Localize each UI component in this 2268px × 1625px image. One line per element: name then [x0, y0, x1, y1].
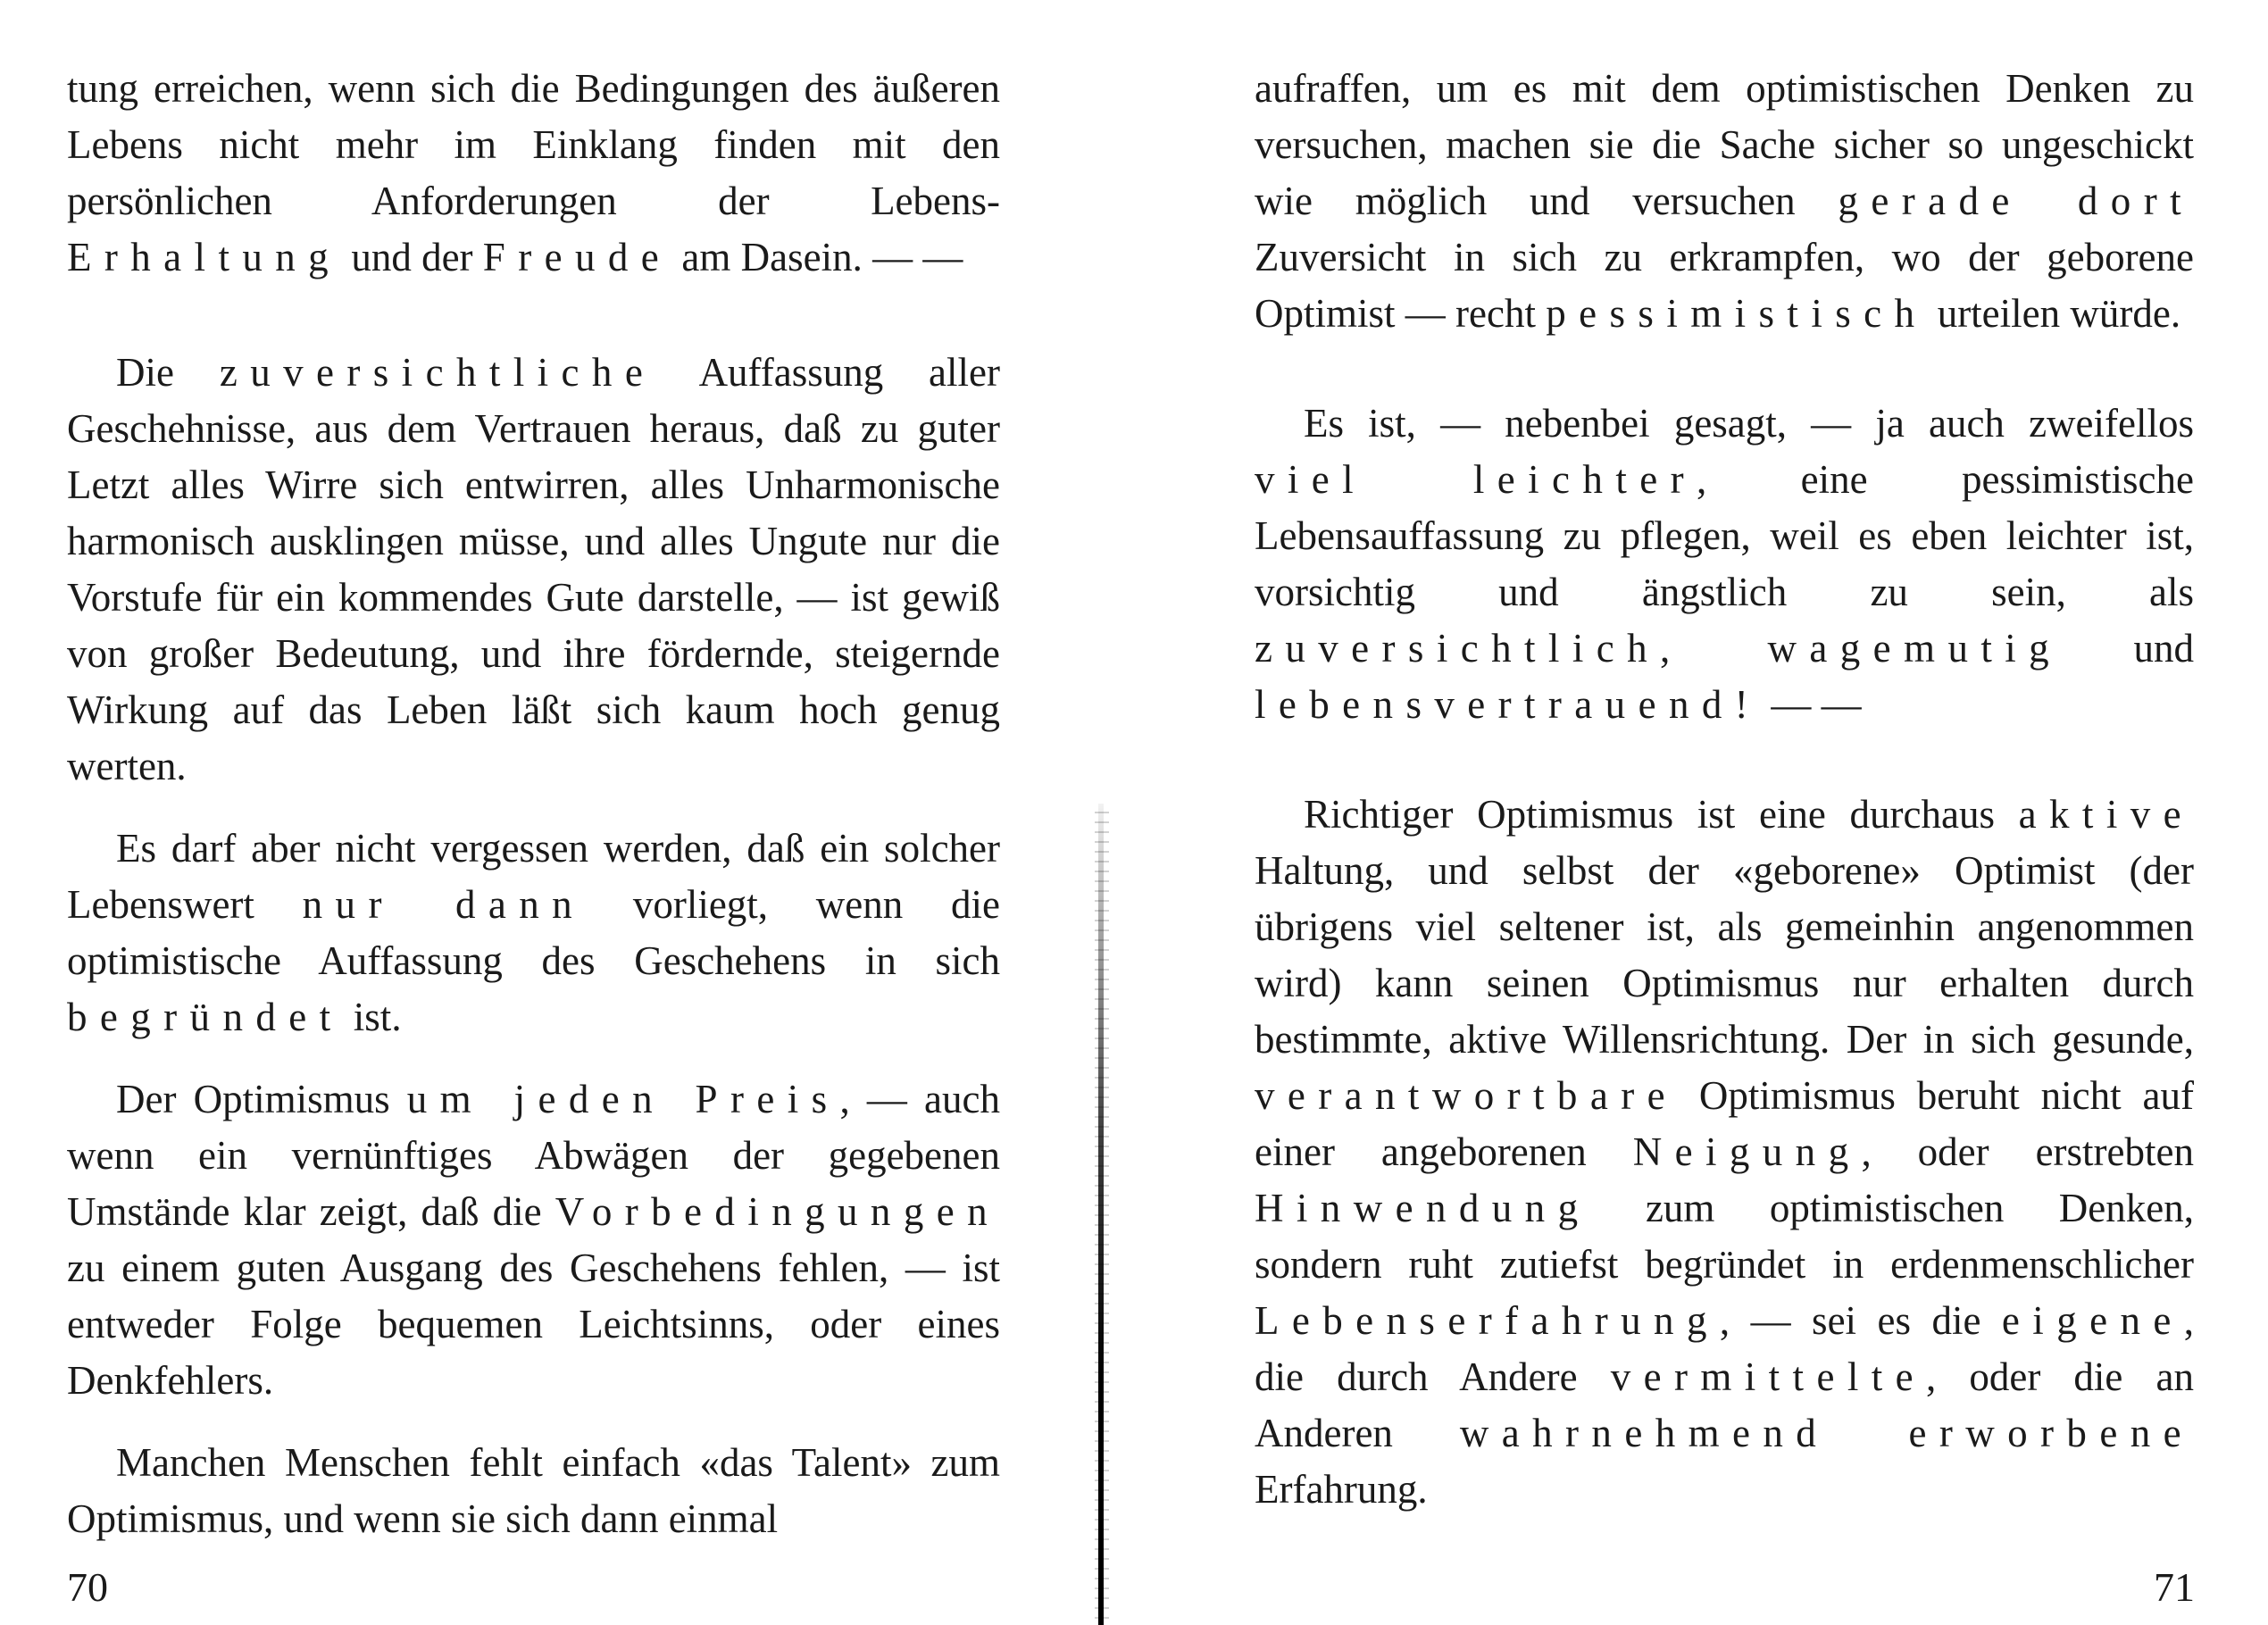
text-run: Haltung, und selbst der «geborene» Optimist (der übrigens viel seltener ist, als gemeinhin angenommen wird) kann seinen Optimismus nur erhalten durch bestimmte, aktive Willensrichtung. Der in sich gesunde, — [1255, 848, 2194, 1062]
spaced-emphasis: pessimistisch — [1546, 291, 1928, 336]
paragraph — [1255, 61, 2194, 342]
text-run: urteilen würde. — [1927, 291, 2181, 336]
text-run: zu einem guten Ausgang des Geschehens fehlen, — ist entweder Folge bequemen Leichtsinns, oder eines Denkfehlers. — [67, 1246, 1000, 1403]
text-run: ist. — [343, 995, 402, 1039]
text-run: Auffassung aller Geschehnisse, aus dem Vertrauen heraus, daß zu guter Letzt alles Wirre sich entwirren, alles Unharmonische harmonisch ausklingen müsse, und alles Ungute nur die Vorstufe für ein kommendes Gute darstelle, — ist gewiß von großer Bedeutung, und ihre fördernde, steigernde Wirkung auf das Leben läßt sich kaum hoch genug werten. — [67, 350, 1000, 788]
text-run: Erfahrung. — [1255, 1467, 1428, 1512]
spaced-emphasis: Lebenserfahrung — [1255, 1298, 1720, 1343]
spaced-emphasis: zuversichtliche — [219, 350, 656, 395]
paragraph — [67, 345, 1000, 795]
text-run: , — sei es die — [1719, 1298, 2002, 1343]
page-number: 70 — [67, 1564, 108, 1610]
text-run: , oder erstrebten — [1861, 1129, 2194, 1174]
text-run: am Dasein. — — — [671, 235, 963, 279]
text-run: , die durch Andere — [1255, 1298, 2194, 1399]
text-run: Die — [116, 350, 220, 395]
text-run: , — auch wenn ein vernünftiges Abwägen der gegebenen Umstände klar zeigt, daß die — [67, 1077, 1000, 1234]
spaced-emphasis: wahrnehmend erworbene — [1459, 1411, 2194, 1455]
spaced-emphasis: Freude — [482, 235, 672, 279]
paragraph — [67, 821, 1000, 1046]
spaced-emphasis: Vorbedingungen — [554, 1189, 1000, 1234]
spaced-emphasis: vermittelte — [1610, 1354, 1927, 1399]
text-run: Manchen Menschen fehlt einfach «das Talent» zum Optimismus, und wenn sie sich dann einmal — [67, 1440, 1000, 1541]
paragraph — [67, 1071, 1000, 1409]
text-run: Richtiger Optimismus ist eine durchaus — [1304, 792, 2019, 837]
spaced-emphasis: verantwortbare — [1255, 1073, 1678, 1118]
paragraph — [67, 61, 1000, 286]
spaced-emphasis: lebensvertrauend! — [1255, 682, 1762, 727]
text-run: , eine pessimistische Lebensauffassung zu pflegen, weil es eben leichter ist, vorsichtig und ängstlich zu sein, als — [1255, 457, 2194, 614]
page-number: 71 — [2154, 1564, 2195, 1610]
spaced-emphasis: Erhaltung — [67, 235, 342, 279]
spaced-emphasis: um jeden Preis — [406, 1077, 840, 1121]
spaced-emphasis: nur dann — [302, 882, 586, 927]
spaced-emphasis: viel leichter — [1255, 457, 1697, 502]
text-run: und — [2062, 626, 2194, 671]
text-run: aufraffen, um es mit dem optimistischen Denken zu versuchen, machen sie die Sache sicher so ungeschickt wie möglich und versuchen — [1255, 66, 2194, 223]
paragraph — [1255, 787, 2194, 1518]
book-gutter-shadow — [1095, 804, 1109, 1625]
text-run: Es ist, — nebenbei gesagt, — ja auch zweifellos — [1304, 401, 2194, 446]
spaced-emphasis: aktive — [2018, 792, 2194, 837]
text-run: Optimismus beruht nicht auf einer angeborenen — [1255, 1073, 2194, 1174]
paragraph — [1255, 396, 2194, 733]
text-run: Es darf aber nicht vergessen werden, daß ein solcher Lebenswert — [67, 826, 1000, 927]
text-run: — — — [1761, 682, 1862, 727]
spaced-emphasis: gerade dort — [1838, 179, 2194, 223]
text-run: und der — [341, 235, 483, 279]
paragraph — [67, 1435, 1000, 1547]
text-run: Der Optimismus — [116, 1077, 407, 1121]
spaced-emphasis: eigene — [2001, 1298, 2184, 1343]
right-page — [1255, 61, 2194, 1518]
text-run: vorliegt, wenn die optimistische Auffassung des Geschehens in sich — [67, 882, 1000, 983]
text-run: , oder die an Anderen — [1255, 1354, 2194, 1455]
spaced-emphasis: Hinwendung — [1255, 1186, 1591, 1230]
text-run: tung erreichen, wenn sich die Bedingungen des äußeren Lebens nicht mehr im Einklang finden mit den persönlichen Anforderungen der Lebens- — [67, 66, 1000, 223]
text-run: zum optimistischen Denken, sondern ruht zutiefst begründet in erdenmenschlicher — [1255, 1186, 2194, 1287]
text-run: Zuversicht in sich zu erkrampfen, wo der geborene Optimist — recht — [1255, 235, 2194, 336]
spaced-emphasis: Neigung — [1632, 1129, 1862, 1174]
left-page — [67, 61, 1000, 1547]
spaced-emphasis: zuversichtlich, wagemutig — [1255, 626, 2063, 671]
spaced-emphasis: begründet — [67, 995, 344, 1039]
